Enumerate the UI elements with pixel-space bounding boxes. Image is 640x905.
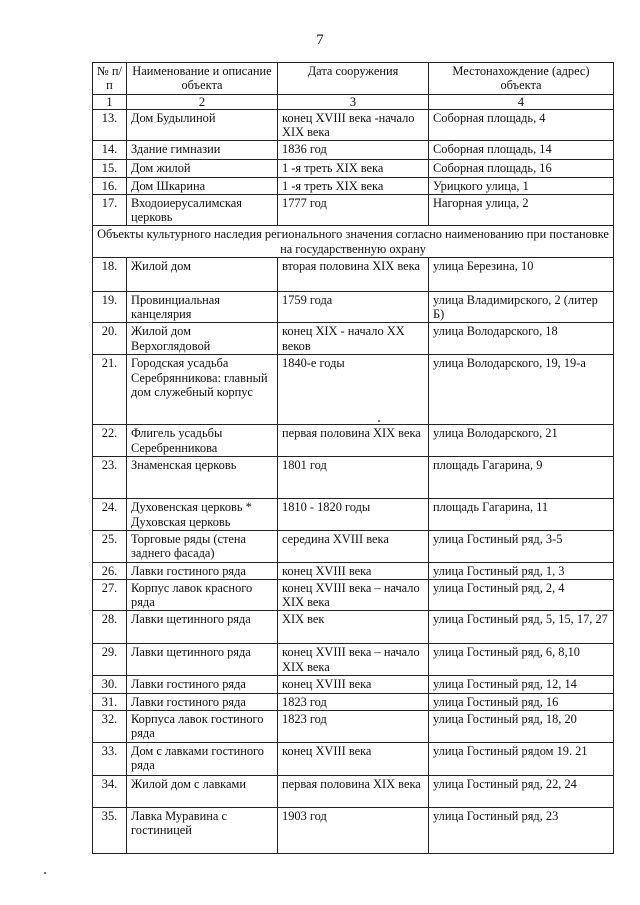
- object-address: площадь Гагарина, 9: [429, 457, 614, 499]
- object-address: улица Гостиный ряд, 18, 20: [429, 710, 614, 742]
- header-address: Местонахождение (адрес) объекта: [429, 63, 614, 95]
- column-number: 2: [127, 94, 278, 109]
- construction-date: XIX век: [278, 611, 429, 644]
- object-name: Духовенская церковь * Духовская церковь: [127, 499, 278, 531]
- row-number: 23.: [93, 457, 127, 499]
- object-address: улица Володарского, 21: [429, 425, 614, 457]
- object-address: улица Гостиный ряд, 16: [429, 693, 614, 710]
- table-row: [93, 160, 614, 177]
- object-name: Лавки щетинного ряда: [127, 644, 278, 676]
- object-name: Дом жилой: [127, 160, 278, 177]
- object-address: площадь Гагарина, 11: [429, 499, 614, 531]
- table-row: [93, 457, 614, 499]
- table-row: [93, 775, 614, 807]
- table-row: [93, 710, 614, 742]
- column-numbers-row: [93, 94, 614, 109]
- object-name: Жилой дом: [127, 257, 278, 291]
- row-number: 27.: [93, 579, 127, 611]
- table-row: [93, 425, 614, 457]
- table-row: [93, 530, 614, 562]
- object-address: улица Гостиный ряд, 6, 8,10: [429, 644, 614, 676]
- construction-date: 1840-е годы: [278, 355, 429, 425]
- object-address: улица Гостиный ряд, 12, 14: [429, 676, 614, 693]
- page-number: 7: [316, 32, 324, 48]
- construction-date: 1759 года: [278, 291, 429, 323]
- object-name: Лавки гостиного ряда: [127, 676, 278, 693]
- table-row: [93, 257, 614, 291]
- row-number: 28.: [93, 611, 127, 644]
- construction-date: 1810 - 1820 годы: [278, 499, 429, 531]
- object-name: Дом с лавками гостиного ряда: [127, 742, 278, 775]
- row-number: 29.: [93, 644, 127, 676]
- object-address: улица Гостиный ряд, 22, 24: [429, 775, 614, 807]
- object-name: Торговые ряды (стена заднего фасада): [127, 530, 278, 562]
- construction-date: 1 -я треть XIX века: [278, 160, 429, 177]
- object-name: Городская усадьба Серебрянникова: главный дом служебный корпус: [127, 355, 278, 425]
- row-number: 25.: [93, 530, 127, 562]
- header-name: Наименование и описание объекта: [127, 63, 278, 95]
- table-row: [93, 676, 614, 693]
- object-address: улица Володарского, 18: [429, 323, 614, 355]
- row-number: 19.: [93, 291, 127, 323]
- table-row: [93, 323, 614, 355]
- row-number: 16.: [93, 177, 127, 194]
- table-row: [93, 644, 614, 676]
- object-name: Дом Будылиной: [127, 109, 278, 141]
- object-address: Соборная площадь, 14: [429, 141, 614, 160]
- scan-speck: [378, 420, 380, 422]
- column-number: 1: [93, 94, 127, 109]
- object-name: Лавки гостиного ряда: [127, 693, 278, 710]
- row-number: 26.: [93, 562, 127, 579]
- row-number: 17.: [93, 194, 127, 226]
- object-address: улица Владимирского, 2 (литер Б): [429, 291, 614, 323]
- row-number: 13.: [93, 109, 127, 141]
- table-row: [93, 499, 614, 531]
- construction-date: 1836 год: [278, 141, 429, 160]
- construction-date: 1801 год: [278, 457, 429, 499]
- construction-date: вторая половина XIX века: [278, 257, 429, 291]
- object-name: Знаменская церковь: [127, 457, 278, 499]
- object-address: улица Березина, 10: [429, 257, 614, 291]
- row-number: 30.: [93, 676, 127, 693]
- construction-date: 1823 год: [278, 693, 429, 710]
- header-date: Дата сооружения: [278, 63, 429, 95]
- row-number: 21.: [93, 355, 127, 425]
- construction-date: середина XVIII века: [278, 530, 429, 562]
- object-name: Корпус лавок красного ряда: [127, 579, 278, 611]
- construction-date: 1823 год: [278, 710, 429, 742]
- construction-date: конец XVIII века: [278, 676, 429, 693]
- row-number: 35.: [93, 807, 127, 853]
- table-row: [93, 579, 614, 611]
- object-name: Лавки щетинного ряда: [127, 611, 278, 644]
- construction-date: конец XVIII века – начало XIX века: [278, 579, 429, 611]
- construction-date: первая половина XIX века: [278, 775, 429, 807]
- row-number: 33.: [93, 742, 127, 775]
- table-row: [93, 562, 614, 579]
- row-number: 22.: [93, 425, 127, 457]
- column-number: 4: [429, 94, 614, 109]
- object-name: Флигель усадьбы Серебренникова: [127, 425, 278, 457]
- row-number: 24.: [93, 499, 127, 531]
- construction-date: 1903 год: [278, 807, 429, 853]
- table-row: [93, 141, 614, 160]
- object-address: Нагорная улица, 2: [429, 194, 614, 226]
- construction-date: конец XVIII века: [278, 742, 429, 775]
- object-address: улица Володарского, 19, 19-а: [429, 355, 614, 425]
- construction-date: конец XVIII века: [278, 562, 429, 579]
- table-header-row: [93, 63, 614, 95]
- object-name: Жилой дом Верхоглядовой: [127, 323, 278, 355]
- object-address: улица Гостиный рядом 19. 21: [429, 742, 614, 775]
- object-name: Лавка Муравина с гостиницей: [127, 807, 278, 853]
- object-address: Соборная площадь, 4: [429, 109, 614, 141]
- column-number: 3: [278, 94, 429, 109]
- header-number: № п/п: [93, 63, 127, 95]
- table-row: [93, 194, 614, 226]
- row-number: 34.: [93, 775, 127, 807]
- row-number: 15.: [93, 160, 127, 177]
- table-row: [93, 742, 614, 775]
- table-row: [93, 807, 614, 853]
- table-row: [93, 109, 614, 141]
- object-address: Соборная площадь, 16: [429, 160, 614, 177]
- object-name: Здание гимназии: [127, 141, 278, 160]
- table-row: [93, 355, 614, 425]
- object-address: Урицкого улица, 1: [429, 177, 614, 194]
- object-address: улица Гостиный ряд, 1, 3: [429, 562, 614, 579]
- section-heading-row: [93, 226, 614, 258]
- row-number: 32.: [93, 710, 127, 742]
- construction-date: конец XVIII века – начало XIX века: [278, 644, 429, 676]
- object-address: улица Гостиный ряд, 5, 15, 17, 27: [429, 611, 614, 644]
- row-number: 14.: [93, 141, 127, 160]
- object-address: улица Гостиный ряд, 23: [429, 807, 614, 853]
- heritage-objects-table: [92, 62, 614, 854]
- row-number: 31.: [93, 693, 127, 710]
- scan-speck: [44, 872, 46, 874]
- table-row: [93, 291, 614, 323]
- construction-date: конец XVIII века -начало XIX века: [278, 109, 429, 141]
- object-name: Дом Шкарина: [127, 177, 278, 194]
- object-name: Провинциальная канцелярия: [127, 291, 278, 323]
- table-row: [93, 177, 614, 194]
- construction-date: первая половина XIX века: [278, 425, 429, 457]
- construction-date: 1777 год: [278, 194, 429, 226]
- object-name: Входоиерусалимская церковь: [127, 194, 278, 226]
- object-address: улица Гостиный ряд, 2, 4: [429, 579, 614, 611]
- construction-date: 1 -я треть XIX века: [278, 177, 429, 194]
- table-row: [93, 693, 614, 710]
- construction-date: конец XIX - начало XX веков: [278, 323, 429, 355]
- table-row: [93, 611, 614, 644]
- object-name: Жилой дом с лавками: [127, 775, 278, 807]
- row-number: 20.: [93, 323, 127, 355]
- section-title: Объекты культурного наследия регионального значения согласно наименованию при постановке на государственную охрану: [93, 226, 614, 258]
- object-name: Корпуса лавок гостиного ряда: [127, 710, 278, 742]
- object-address: улица Гостиный ряд, 3-5: [429, 530, 614, 562]
- object-name: Лавки гостиного ряда: [127, 562, 278, 579]
- row-number: 18.: [93, 257, 127, 291]
